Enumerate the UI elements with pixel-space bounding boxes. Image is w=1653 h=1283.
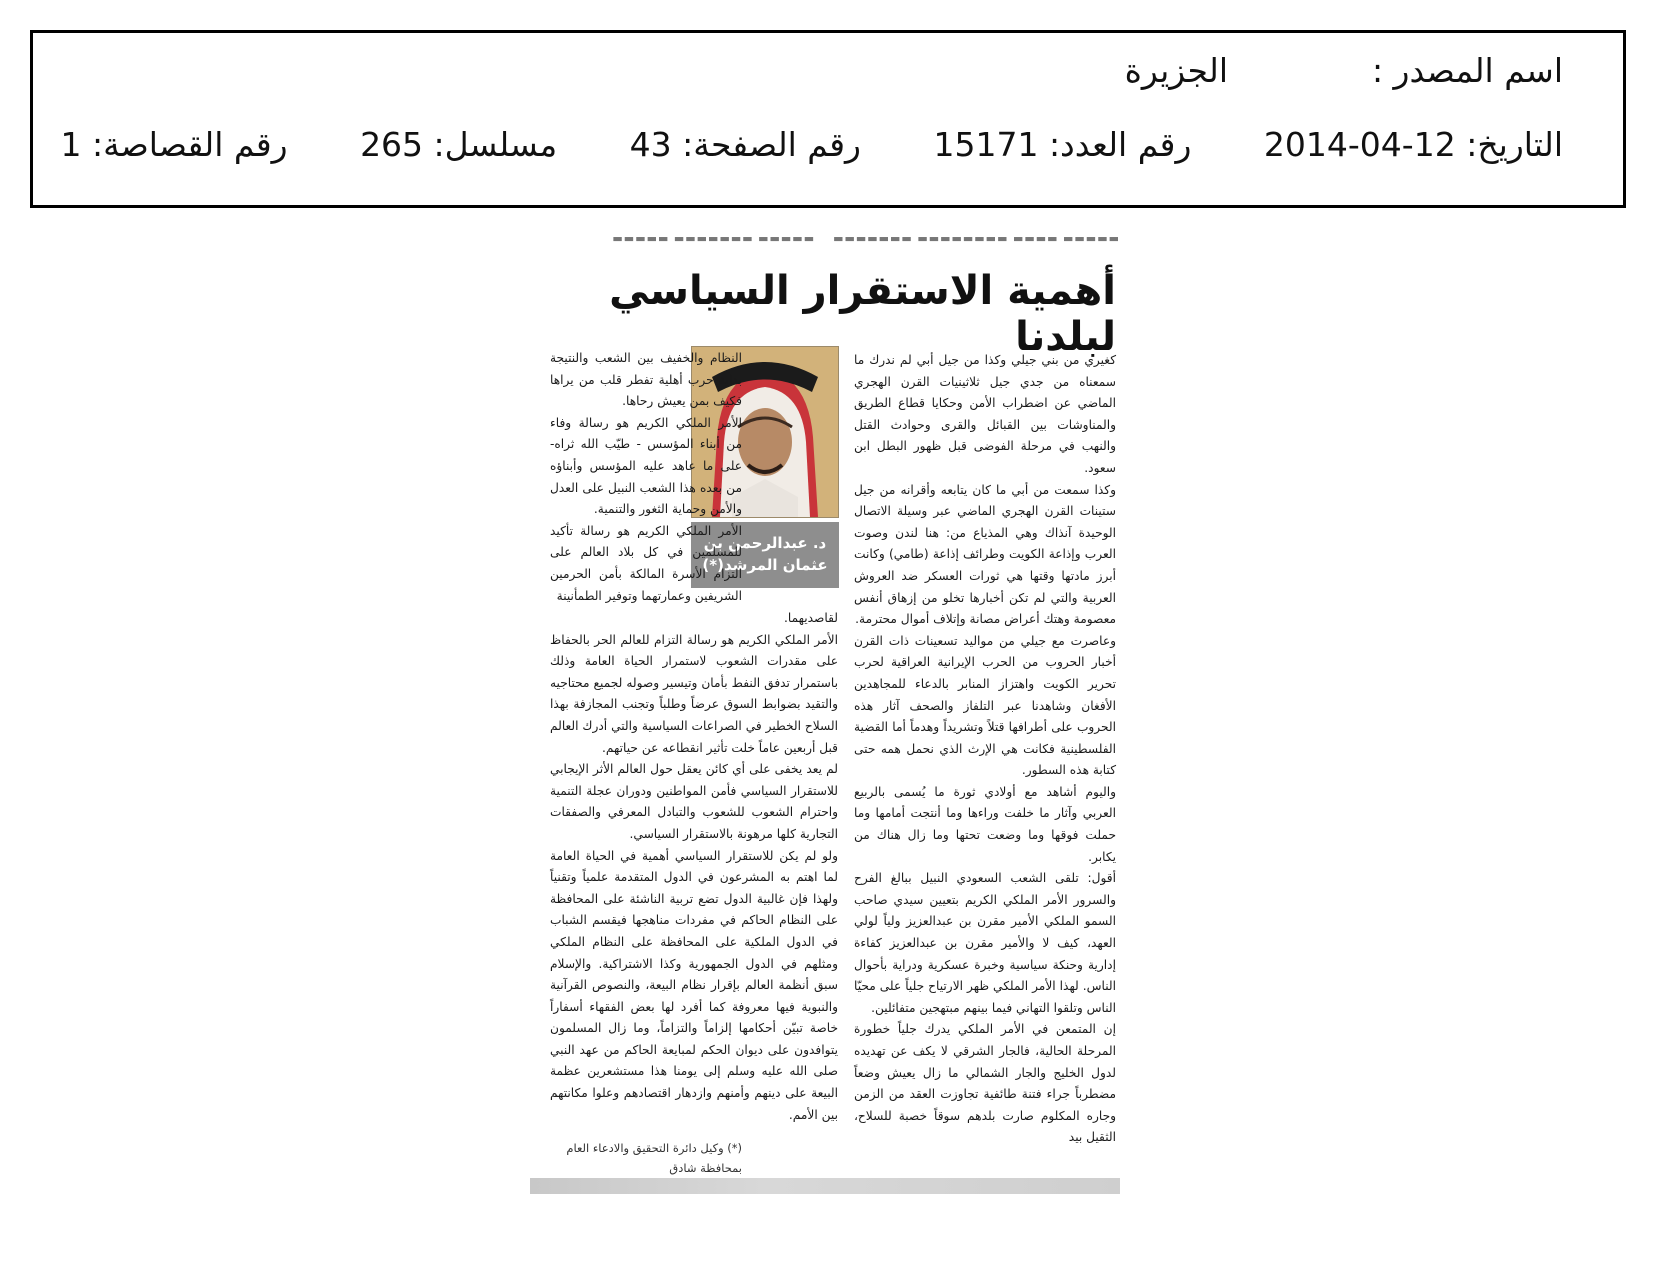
- scan-bottom-bar: [530, 1178, 1120, 1194]
- paragraph: إن المتمعن في الأمر الملكي يدرك جلياً خطورة المرحلة الحالية، فالجار الشرقي لا يكف عن تهديده لدول الخليج والجار الشمالي ما زال يعيش وضعاً مضطرباً جراء فتنة طائفية تجاوزت العقد من الزمن وجاره المكلوم صارت بلدهم سوقاً خصبة للسلاح، الثقيل بيد: [854, 1022, 1116, 1145]
- article-column-center: [550, 608, 838, 1126]
- issue-field: رقم العدد: 15171: [933, 125, 1192, 164]
- article-headline: أهمية الاستقرار السياسي لبلدنا: [609, 268, 1116, 360]
- clipping-header: [30, 30, 1626, 208]
- paragraph: الأمر الملكي الكريم هو رسالة التزام للعالم الحر بالحفاظ على مقدرات الشعوب لاستمرار الحياة العامة وذلك باستمرار تدفق النفط بأمان وتيسير وصوله لجميع محتاجيه والتقيد بضوابط السوق عرضاً وطلباً وتجنب المجازفة بهذا السلاح الخطير في الصراعات السياسية والتي أدرك العالم قبل أربعين عاماً خلت تأثير انقطاعه عن حياتهم.: [550, 632, 838, 755]
- paragraph: ولو لم يكن للاستقرار السياسي أهمية في الحياة العامة لما اهتم به المشرعون في الدول المتقدمة علمياً وتقنياً ولهذا فإن غالبية الدول تضع تربية الناشئة على المحافظة على النظام الحاكم في مفردات مناهجها فيقسم الشباب في الدول الملكية على المحافظة على النظام الملكي ومثلهم في الدول الجمهورية وكذا الاشتراكية. والإسلام سبق أنظمة العالم بإقرار نظام البيعة، والنصوص القرآنية والنبوية فيها معروفة كما أفرد لها بعض الفقهاء أسفاراً خاصة تبيّن أحكامها إلزاماً والتزاماً، وما زال المسلمون يتوافدون على ديوان الحكم لمبايعة الحاكم من عهد النبي صلى الله عليه وسلم إلى يومنا هذا مستشعرين عظمة البيعة على دينهم وأمنهم وازدهار اقتصادهم وعلوا مكانتهم بين الأمم.: [550, 848, 838, 1122]
- paragraph: كغيري من بني جيلي وكذا من جيل أبي لم ندرك ما سمعناه من جدي جيل ثلاثينيات القرن الهجري الماضي عن اضطراب الأمن وحكايا قطاع الطريق والمناوشات بين القبائل والقرى وحوادث القتل والنهب في مرحلة الفوضى قبل ظهور البطل ابن سعود.: [854, 353, 1116, 475]
- paragraph: وعاصرت مع جيلي من مواليد تسعينات ذات القرن أخبار الحروب من الحرب الإيرانية العراقية لحرب تحرير الكويت واهتزاز المنابر بالدعاء للمجاهدين الأفغان وشاهدنا عبر التلفاز والصحف آثار هذه الحروب على أطرافها قتلاً وتشريداً وهدماً أما القضية الفلسطينية فكانت هي الإرث الذي نحمل همه حتى كتابة هذه السطور.: [854, 633, 1116, 778]
- date-field: التاريخ: 12-04-2014: [1263, 125, 1563, 164]
- paragraph: لقاصديهما.: [784, 611, 838, 625]
- article-column-left: [550, 348, 742, 607]
- meta-row: [0, 125, 1563, 164]
- clip-number-field: رقم القصاصة: 1: [60, 125, 288, 164]
- page-field: رقم الصفحة: 43: [629, 125, 861, 164]
- author-caption: د. عبدالرحمن بن عثمان المرشد(*): [691, 522, 839, 588]
- source-label: اسم المصدر :: [1371, 51, 1563, 90]
- paragraph: واليوم أشاهد مع أولادي ثورة ما يُسمى بالربيع العربي وآثار ما خلفت وراءها وما أنتجت أمامها وما حملت فوقها وما وضعت تحتها وما زال هناك من يكابر.: [854, 784, 1116, 864]
- paragraph: الأمر الملكي الكريم هو رسالة وفاء من أبناء المؤسس - طيّب الله ثراه- على ما عاهد عليه المؤسس وأبناؤه من بعده هذا الشعب النبيل على العدل والأمن وحماية الثغور والتنمية.: [550, 415, 742, 517]
- paragraph: النظام والخفيف بين الشعب والنتيجة بداية حرب أهلية تفطر قلب من يراها فكيف بمن يعيش رحاها.: [550, 351, 742, 409]
- article-column-right: [854, 350, 1116, 1149]
- paragraph: الأمر الملكي الكريم هو رسالة تأكيد للمسلمين في كل بلاد العالم على التزام الأسرة المالكة بأمن الحرمين الشريفين وعمارتهما وتوفير الطمأنينة: [550, 523, 742, 603]
- serial-field: مسلسل: 265: [360, 125, 558, 164]
- paragraph: وكذا سمعت من أبي ما كان يتابعه وأقرانه من جيل ستينات القرن الهجري الماضي عبر وسيلة الاتصال الوحيدة آنذاك وهي المذياع من: هنا لندن وصوت العرب وإذاعة الكويت وطرائف إذاعة (طامي) وكانت أبرز مادتها وقتها هي ثورات العسكر ضد العروش العربية والتي لم تكن أخبارها تخلو من إزهاق أنفس معصومة وهتك أعراض مصانة وإتلاف أموال محترمة.: [854, 482, 1116, 627]
- author-footnote: (*) وكيل دائرة التحقيق والادعاء العام بمحافظة شادق: [566, 1141, 742, 1175]
- newspaper-clipping: [530, 228, 1120, 1228]
- cropped-top-text: ▬▬▬▬▬ ▬▬▬▬ ▬▬▬▬▬▬▬▬ ▬▬▬▬▬▬▬ ▬▬▬▬▬ ▬▬▬▬▬▬▬ ▬▬▬▬▬: [612, 232, 1120, 245]
- paragraph: لم يعد يخفى على أي كائن يعقل حول العالم الأثر الإيجابي للاستقرار السياسي فأمن المواطنين ودوران عجلة التنمية واحترام الشعوب للشعوب والتبادل المعرفي والصفقات التجارية كلها مرهونة بالاستقرار السياسي.: [550, 762, 838, 841]
- source-value: الجزيرة: [1124, 51, 1228, 90]
- paragraph: أقول: تلقى الشعب السعودي النبيل ببالغ الفرح والسرور الأمر الملكي الكريم بتعيين سيدي صاحب السمو الملكي الأمير مقرن بن عبدالعزيز ولياً لولي العهد، كيف لا والأمير مقرن بن عبدالعزيز كفاءة إدارية وحنكة سياسية وخبرة عسكرية ودراية بأحوال الناس. لهذا الأمر الملكي ظهر الارتياح جلياً على محيّا الناس وتلقوا التهاني فيما بينهم مبتهجين متفائلين.: [854, 871, 1116, 1015]
